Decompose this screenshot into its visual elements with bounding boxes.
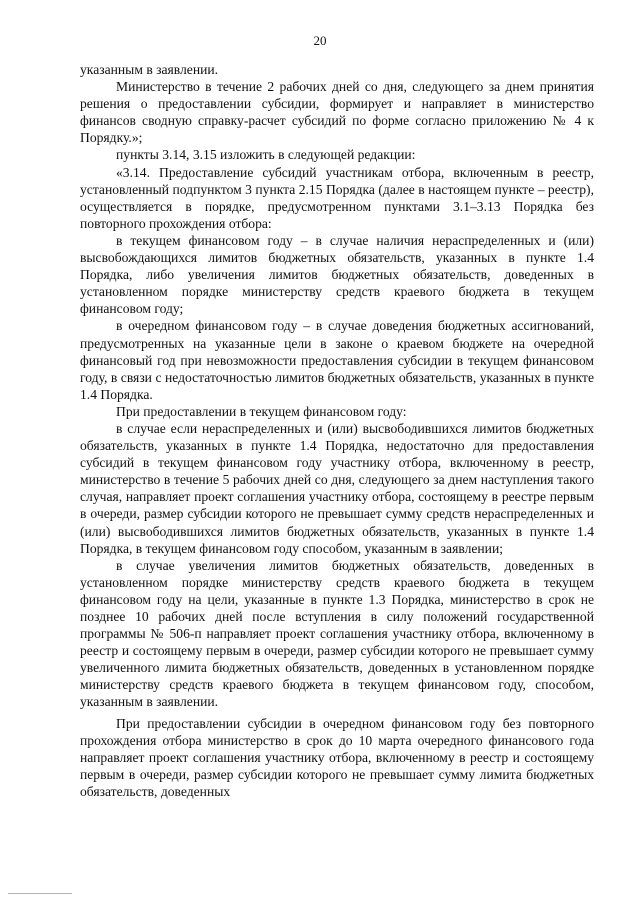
paragraph-3: пункты 3.14, 3.15 изложить в следующей редакции:: [116, 147, 416, 163]
paragraph-2: Министерство в течение 2 рабочих дней со дня, следующего за днем принятия решения о предоставлении субсидии, формирует и направляет в министерство финансов сводную справку-расчет субсидий по форме согласно приложению № 4 к Порядку.»;: [80, 79, 594, 146]
paragraph-8: в случае если нераспределенных и (или) высвободившихся лимитов бюджетных обязательств, указанных в пункте 1.4 Порядка, недостаточно для предоставления субсидий в текущем финансовом году участнику отбора, включенному в реестр, министерство в течение 5 рабочих дней со дня, следующего за днем наступления такого случая, направляет проект соглашения участнику отбора, состоящему в реестре первым в очереди, размер субсидии которого не превышает сумму средств нераспределенных и (или) высвободившихся лимитов бюджетных обязательств, указанных в пункте 1.4 Порядка, в текущем финансовом году способом, указанным в заявлении;: [80, 420, 594, 556]
paragraph-10: При предоставлении субсидии в очередном финансовом году без повторного прохождения отбора министерство в срок до 10 марта очередного финансового года направляет проект соглашения участнику отбора, включенному в реестр и состоящему первым в очереди, размер субсидии которого не превышает сумму лимита бюджетных обязательств, доведенных: [80, 715, 594, 799]
document-body: [80, 61, 594, 800]
paragraph-7: При предоставлении в текущем финансовом году:: [116, 403, 407, 419]
paragraph-1: указанным в заявлении.: [80, 62, 219, 77]
footer-divider: [8, 893, 72, 894]
paragraph-6: в очередном финансовом году – в случае доведения бюджетных ассигнований, предусмотренных на указанные цели в законе о краевом бюджете на очередной финансовый год при невозможности предоставления субсидии в текущем финансовом году, в связи с недостаточностью лимитов бюджетных обязательств, указанных в пункте 1.4 Порядка.: [80, 318, 594, 402]
paragraph-4: «3.14. Предоставление субсидий участникам отбора, включенным в реестр, установленный подпунктом 3 пункта 2.15 Порядка (далее в настоящем пункте – реестр), осуществляется в порядке, предусмотренном пунктами 3.1–3.13 Порядка без повторного прохождения отбора:: [80, 164, 594, 231]
page-number: 20: [313, 33, 327, 48]
paragraph-5: в текущем финансовом году – в случае наличия нераспределенных и (или) высвобождающихся лимитов бюджетных обязательств, указанных в пункте 1.4 Порядка, либо увеличения лимитов бюджетных обязательств, доведенных в установленном порядке министерству средств краевого бюджета в текущем финансовом году;: [80, 232, 594, 317]
paragraph-9: в случае увеличения лимитов бюджетных обязательств, доведенных в установленном порядке министерству средств краевого бюджета в текущем финансовом году на цели, указанные в пункте 1.3 Порядка, министерство в срок не позднее 10 рабочих дней после вступления в силу положений государственной программы № 506-п направляет проект соглашения участнику отбора, включенному в реестр и состоящему первым в очереди, размер субсидии которого не превышает сумму увеличенного лимита бюджетных обязательств, доведенных в установленном порядке министерству средств краевого бюджета в текущем финансовом году, способом, указанным в заявлении.: [80, 557, 594, 710]
